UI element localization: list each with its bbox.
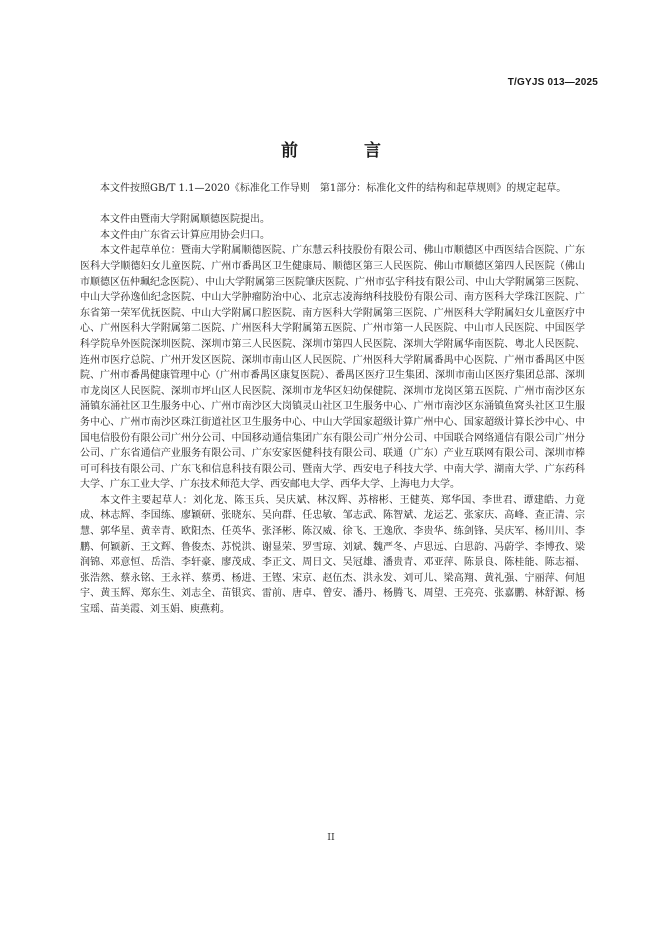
- drafting-rules-paragraph: 本文件按照GB/T 1.1—2020《标准化工作导则 第1部分：标准化文件的结构和起草规则》的规定起草。: [100, 183, 567, 194]
- drafters-paragraph: 本文件主要起草人：刘化龙、陈玉兵、吴庆斌、林汉辉、苏榕彬、王健英、郑华国、李世君、谭建皓、力竟成、林志辉、李国练、廖颖研、张晓东、吴向群、任忠敏、邹志武、陈智斌、龙运艺、张家庆、高峰、查正清、宗慧、郭华星、黄幸青、欧阳杰、任英华、张泽彬、陈汉威、徐飞、王逸欣、李贵华、练剑锋、吴庆军、杨川川、李鹏、何颖新、王文辉、鲁俊杰、苏悦洪、谢显荣、罗雪琼、刘斌、魏严冬、卢思远、白思韵、冯蔚学、李博孜、梁润锦、邓意恒、岳浩、李轩豪、廖茂成、李正文、周日文、吴冠雄、潘贵青、邓亚萍、陈景良、陈桂能、陈志福、张浩然、蔡永铭、王永祥、蔡勇、杨进、王铿、宋京、赵伍杰、洪永发、刘可儿、梁高翔、黄礼强、宁丽萍、何旭宇、黄玉辉、郑东生、刘志全、苗银宾、雷前、唐卓、曾安、潘丹、杨腾飞、周望、王亮亮、张嘉鹏、林舒源、杨宝瑶、苗美霞、刘玉娟、庾燕莉。: [80, 494, 585, 616]
- owner-paragraph: 本文件由广东省云计算应用协会归口。: [100, 229, 270, 241]
- proposer-paragraph: 本文件由暨南大学附属顺德医院提出。: [100, 214, 270, 226]
- drafting-units-paragraph: 本文件起草单位：暨南大学附属顺德医院、广东慧云科技股份有限公司、佛山市顺德区中西医结合医院、广东医科大学顺德妇女儿童医院、广州市番禺区卫生健康局、顺德区第三人民医院、佛山市顺德区第四人民医院（佛山市顺德区伍仲珮纪念医院）、中山大学附属第三医院肇庆医院、广州市弘宇科技有限公司、中山大学附属第三医院、中山大学孙逸仙纪念医院、中山大学肿瘤防治中心、北京志凌海纳科技股份有限公司、南方医科大学珠江医院、广东省第一荣军优抚医院、中山大学附属口腔医院、南方医科大学附属第三医院、广州医科大学附属妇女儿童医疗中心、广州医科大学附属第二医院、广州医科大学附属第五医院、广州市第一人民医院、中山市人民医院、中国医学科学院阜外医院深圳医院、深圳市第三人民医院、深圳市第四人民医院、深圳大学附属华南医院、粤北人民医院、连州市医疗总院、广州开发区医院、深圳市南山区人民医院、广州医科大学附属番禺中心医院、广州市番禺区中医院、广州市番禺健康管理中心（广州市番禺区康复医院）、番禺区医疗卫生集团、深圳市南山区医疗集团总部、深圳市龙岗区人民医院、深圳市坪山区人民医院、深圳市龙华区妇幼保健院、深圳市龙岗区第五医院、广州市南沙区东涌镇东涌社区卫生服务中心、广州市南沙区大岗镇灵山社区卫生服务中心、广州市南沙区东涌镇鱼窝头社区卫生服务中心、广州市南沙区珠江街道社区卫生服务中心、中山大学国家超级计算广州中心、国家超级计算长沙中心、中国电信股份有限公司广州分公司、中国移动通信集团广东有限公司广州分公司、中国联合网络通信有限公司广州分公司、广东省通信产业服务有限公司、广东安家医健科技有限公司、联通（广东）产业互联网有限公司、深圳市棒可可科技有限公司、广东飞和信息科技有限公司、暨南大学、西安电子科技大学、中南大学、湖南大学、广东药科大学、广东工业大学、广东技术师范大学、西安邮电大学、西华大学、上海电力大学。: [80, 245, 585, 491]
- page-number: II: [327, 832, 335, 843]
- paragraph-gap: [80, 197, 585, 213]
- page-title: 前 言: [281, 141, 411, 161]
- foreword-body: [80, 181, 585, 618]
- standard-code: T/GYJS 013—2025: [507, 77, 598, 88]
